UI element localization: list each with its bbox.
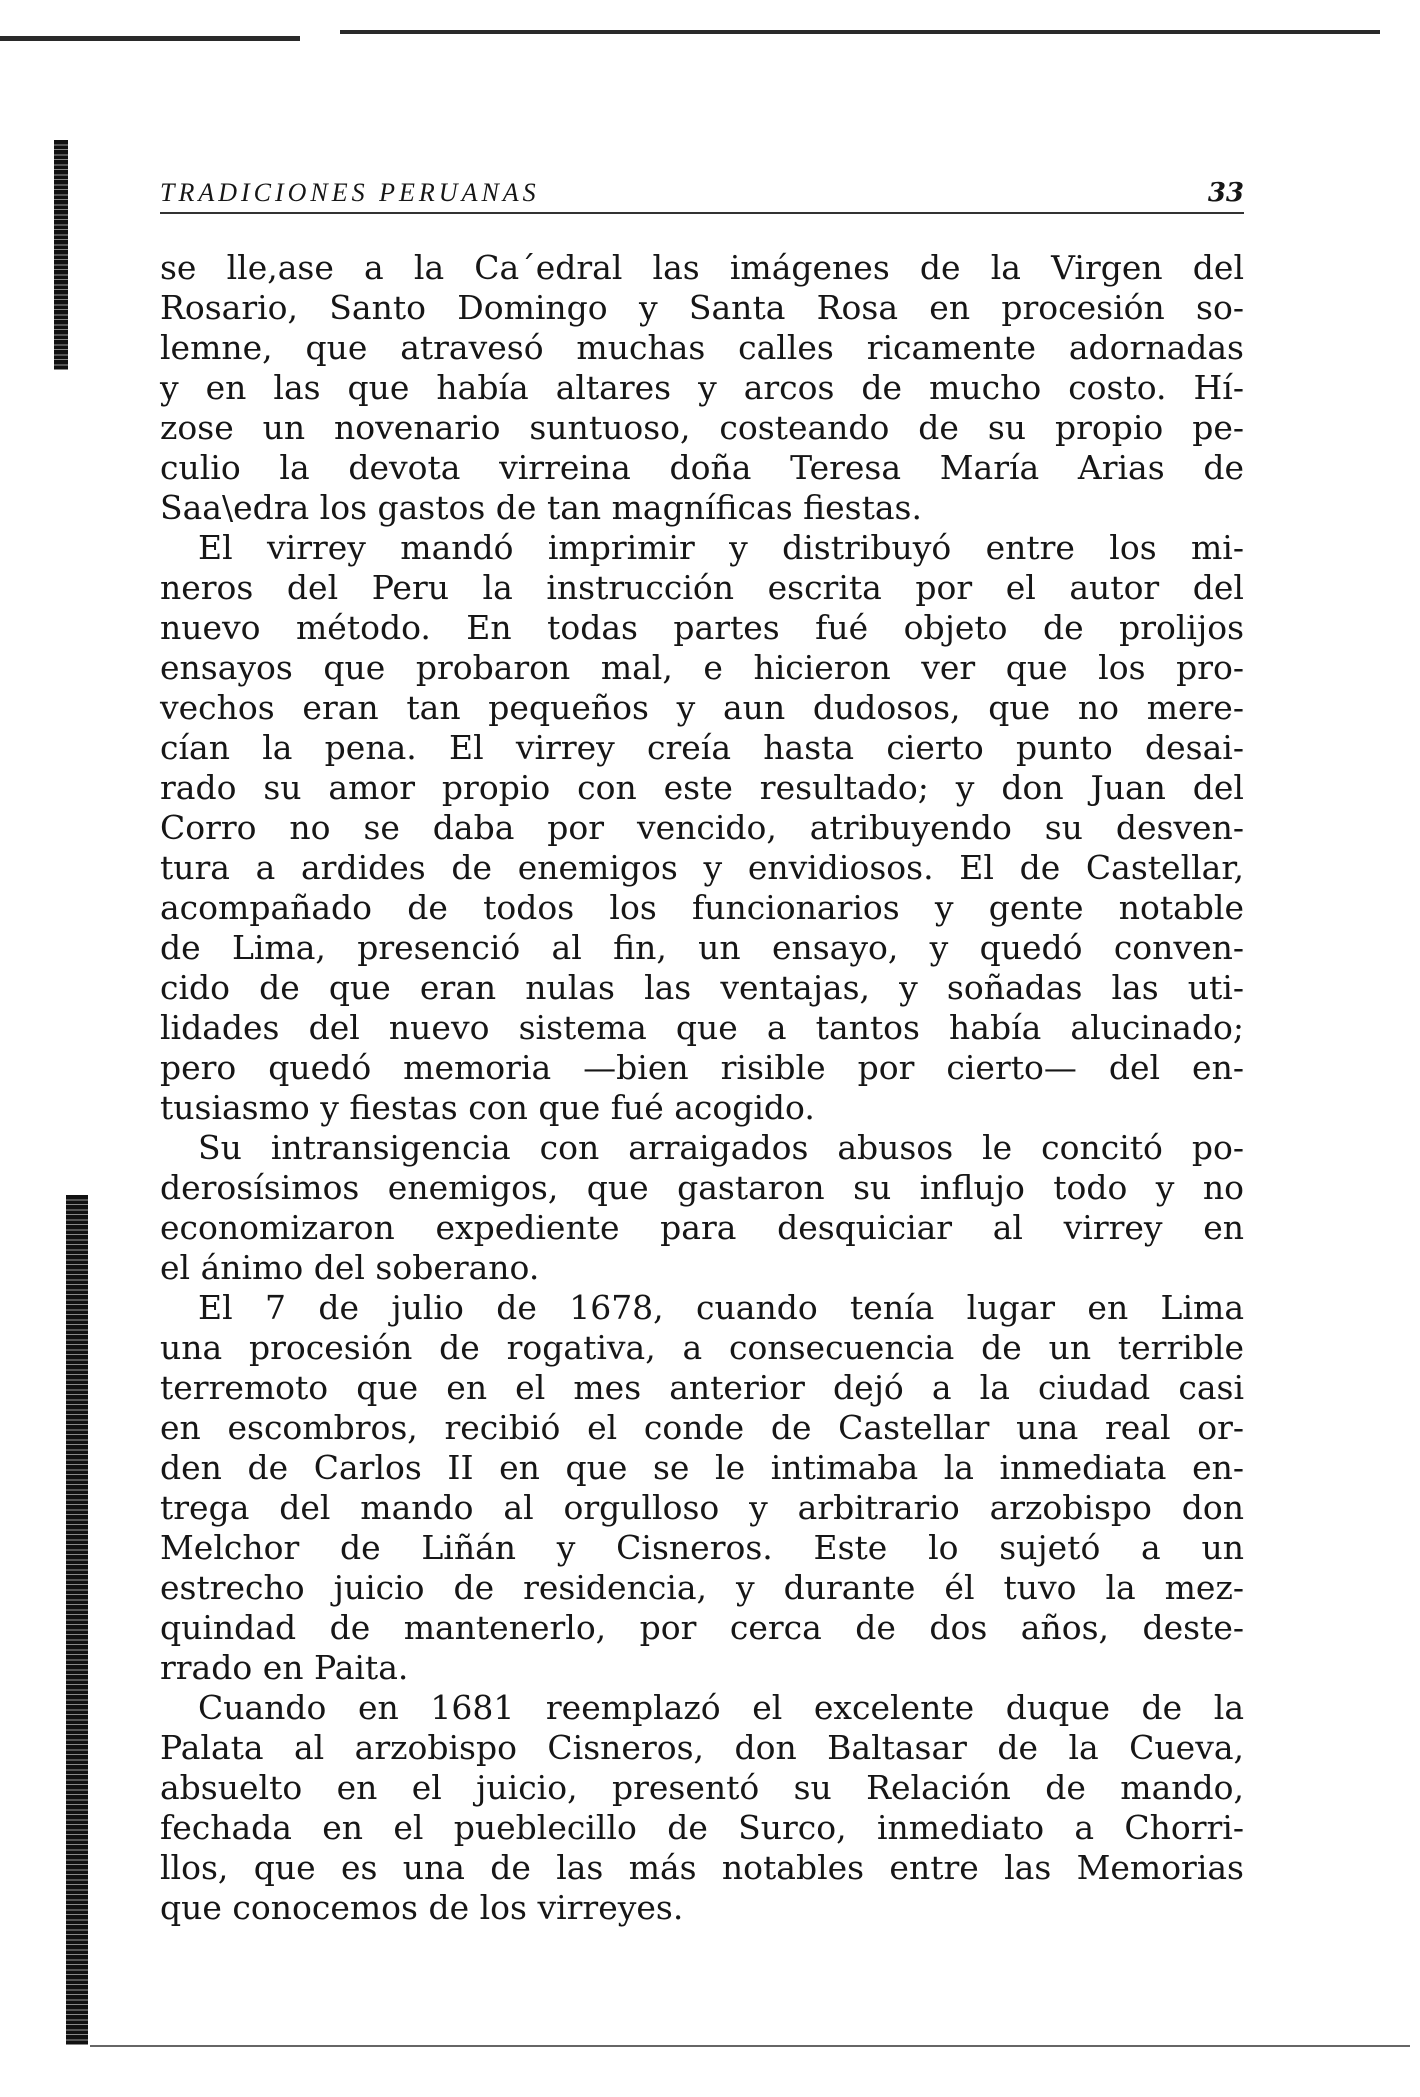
text-line: en escombros, recibió el conde de Castellar una real or- — [160, 1408, 1244, 1447]
text-line: de Lima, presenció al fin, un ensayo, y quedó conven- — [160, 928, 1244, 967]
text-line: estrecho juicio de residencia, y durante él tuvo la mez- — [160, 1568, 1244, 1607]
scan-edge-top-right — [340, 30, 1380, 34]
text-line: tura a ardides de enemigos y envidiosos. El de Castellar, — [160, 848, 1244, 887]
paragraph — [160, 1288, 1244, 1688]
text-line: lidades del nuevo sistema que a tantos había alucinado; — [160, 1008, 1244, 1047]
text-line: El virrey mandó imprimir y distribuyó entre los mi- — [198, 528, 1244, 567]
text-line: absuelto en el juicio, presentó su Relación de mando, — [160, 1768, 1244, 1807]
text-line: lemne, que atravesó muchas calles ricamente adornadas — [160, 328, 1244, 367]
scan-binding-edge-top — [54, 140, 68, 370]
text-line: llos, que es una de las más notables entre las Memorias — [160, 1848, 1244, 1887]
text-line: una procesión de rogativa, a consecuencia de un terrible — [160, 1328, 1244, 1367]
text-line: ensayos que probaron mal, e hicieron ver que los pro- — [160, 648, 1244, 687]
text-line: fechada en el pueblecillo de Surco, inmediato a Chorri- — [160, 1808, 1244, 1847]
text-line: Corro no se daba por vencido, atribuyendo su desven- — [160, 808, 1244, 847]
text-line: culio la devota virreina doña Teresa María Arias de — [160, 448, 1244, 487]
text-line: cido de que eran nulas las ventajas, y soñadas las uti- — [160, 968, 1244, 1007]
text-line: derosísimos enemigos, que gastaron su influjo todo y no — [160, 1168, 1244, 1207]
text-line: Cuando en 1681 reemplazó el excelente duque de la — [198, 1688, 1244, 1727]
text-line: Saa\edra los gastos de tan magníficas fiestas. — [160, 488, 922, 527]
text-line: el ánimo del soberano. — [160, 1248, 540, 1287]
text-line: neros del Peru la instrucción escrita por el autor del — [160, 568, 1244, 607]
text-line: El 7 de julio de 1678, cuando tenía lugar en Lima — [198, 1288, 1244, 1327]
running-head: TRADICIONES PERUANAS — [160, 178, 540, 207]
page-header — [160, 178, 1244, 214]
paragraph — [160, 248, 1244, 528]
text-line: zose un novenario suntuoso, costeando de su propio pe- — [160, 408, 1244, 447]
text-line: nuevo método. En todas partes fué objeto de prolijos — [160, 608, 1244, 647]
text-line: terremoto que en el mes anterior dejó a la ciudad casi — [160, 1368, 1244, 1407]
paragraph — [160, 528, 1244, 1128]
body-text — [160, 248, 1244, 1928]
text-line: vechos eran tan pequeños y aun dudosos, que no mere- — [160, 688, 1244, 727]
text-line: Su intransigencia con arraigados abusos le concitó po- — [198, 1128, 1244, 1167]
text-line: que conocemos de los virreyes. — [160, 1888, 684, 1927]
text-line: Melchor de Liñán y Cisneros. Este lo sujetó a un — [160, 1528, 1244, 1567]
text-line: se lle,ase a la Ca´edral las imágenes de la Virgen del — [160, 248, 1244, 287]
paragraph — [160, 1688, 1244, 1928]
scan-edge-top-left — [0, 36, 300, 41]
scan-edge-bottom — [90, 2045, 1410, 2047]
paragraph — [160, 1128, 1244, 1288]
text-line: den de Carlos II en que se le intimaba la inmediata en- — [160, 1448, 1244, 1487]
text-line: Rosario, Santo Domingo y Santa Rosa en procesión so- — [160, 288, 1244, 327]
text-line: pero quedó memoria —bien risible por cierto— del en- — [160, 1048, 1244, 1087]
scan-binding-edge-bottom — [66, 1195, 88, 2045]
text-line: Palata al arzobispo Cisneros, don Baltasar de la Cueva, — [160, 1728, 1244, 1767]
text-line: rrado en Paita. — [160, 1648, 409, 1687]
text-line: rado su amor propio con este resultado; y don Juan del — [160, 768, 1244, 807]
text-line: trega del mando al orgulloso y arbitrario arzobispo don — [160, 1488, 1244, 1527]
text-line: y en las que había altares y arcos de mucho costo. Hí- — [160, 368, 1244, 407]
text-line: economizaron expediente para desquiciar al virrey en — [160, 1208, 1244, 1247]
text-line: quindad de mantenerlo, por cerca de dos años, deste- — [160, 1608, 1244, 1647]
page-number: 33 — [1207, 178, 1244, 208]
text-line: acompañado de todos los funcionarios y gente notable — [160, 888, 1244, 927]
text-line: tusiasmo y fiestas con que fué acogido. — [160, 1088, 815, 1127]
text-line: cían la pena. El virrey creía hasta cierto punto desai- — [160, 728, 1244, 767]
